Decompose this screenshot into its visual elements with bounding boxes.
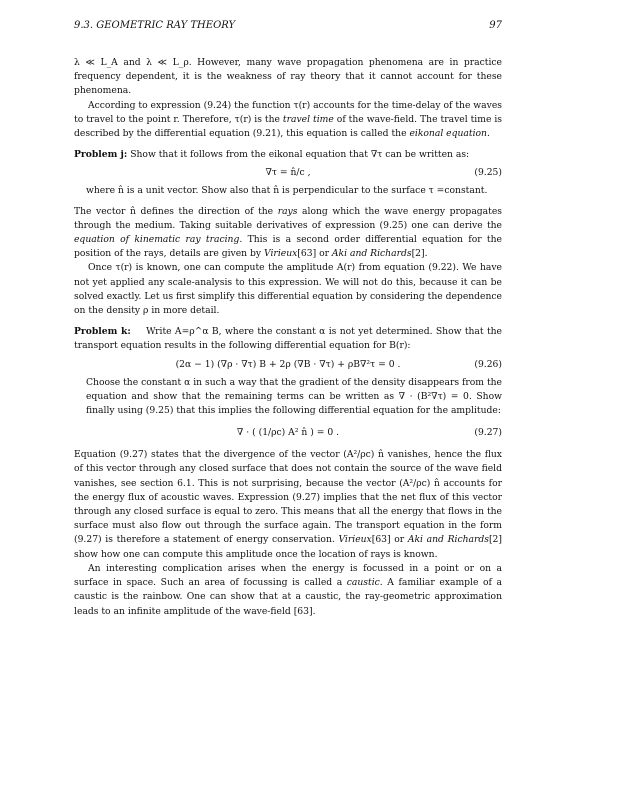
running-header	[74, 20, 502, 36]
emphasis: travel time	[282, 113, 334, 125]
equation	[74, 418, 502, 448]
emphasis: rays	[277, 205, 298, 217]
problem-text: Choose the constant α in such a way that the gradient of the density disappears from the equation and show that the remaining terms can be written as ∇ · (B²∇τ) = 0. Show finally using (9.25) that this implies the following differential equation for the amplitude:	[86, 376, 502, 417]
equation	[74, 354, 502, 376]
citation-author: Aki and Richards	[407, 534, 489, 546]
problem-j: Problem j: Show that it follows from the eikonal equation that ∇τ can be written as: ∇τ = n̂/c , (9.25) where n̂ is a unit vector. Show also that n̂ is perpendicular to the surface τ =constant.	[74, 148, 502, 198]
emphasis: eikonal equation	[409, 128, 487, 140]
paragraph: The vector n̂ defines the direction of the rays along which the wave energy propagates through the medium. Taking suitable derivatives of expression (9.25) one can derive the equation of kinematic ray tracing. This is a second order differential equation for the position of the rays, details are given by Virieux[63] or Aki and Richards[2].	[74, 205, 502, 260]
problem-label: Problem k:	[74, 326, 131, 338]
page-number: 97	[489, 20, 502, 31]
equation-body: ∇τ = n̂/c ,	[265, 167, 311, 179]
paragraph: According to expression (9.24) the function τ(r) accounts for the time-delay of the waves to travel to the point r. Therefore, τ(r) is the travel time of the wave-field. The travel time is described by the differential equation (9.21), this equation is called the eikonal equation.	[74, 99, 503, 140]
emphasis: caustic	[346, 577, 380, 589]
problem-k: Problem k: Write A=ρ^α B, where the constant α is not yet determined. Show that the transport equation results in the following differential equation for B(r): (2α − 1) (∇ρ · ∇τ) B + 2ρ (∇B · ∇τ) + ρB∇²τ = 0 . (9.26) Choose the constant α in such a way that the gradient of the density disappears from the equation and show that the remaining terms can be written as ∇ · (B²∇τ) = 0. Show finally using (9.25) that this implies the following differential equation for the amplitude: ∇ · ( (1/ρc) A² n̂ ) = 0 . (9.27)	[74, 325, 502, 448]
equation-body: ∇ · ( (1/ρc) A² n̂ ) = 0 .	[236, 427, 340, 439]
citation-author: Aki and Richards	[331, 248, 412, 260]
paragraph: Equation (9.27) states that the divergence of the vector (A²/ρc) n̂ vanishes, hence the flux of this vector through any closed surface that does not contain the source of the wave field vanishes, see section 6.1. This is not surprising, because the vector (A²/ρc) n̂ accounts for the energy flux of acoustic waves. Expression (9.27) implies that the net flux of this vector through any closed surface is equal to zero. This means that all the energy that flows in the surface must also flow out through the surface again. The transport equation in the form (9.27) is therefore a statement of energy conservation. Virieux[63] or Aki and Richards[2] show how one can compute this amplitude once the location of rays is known.	[74, 449, 502, 560]
equation-number: (9.25)	[474, 167, 502, 179]
section-title: 9.3. GEOMETRIC RAY THEORY	[74, 20, 236, 31]
equation-body: (2α − 1) (∇ρ · ∇τ) B + 2ρ (∇B · ∇τ) + ρB∇²τ = 0 .	[175, 358, 401, 370]
equation	[74, 162, 502, 184]
citation-author: Virieux	[264, 248, 298, 260]
problem-text: where n̂ is a unit vector. Show also that n̂ is perpendicular to the surface τ =constant.	[86, 185, 488, 197]
paragraph: An interesting complication arises when the energy is focussed in a point or on a surface in space. Such an area of focussing is called a caustic. A familiar example of a caustic is the rainbow. One can show that at a caustic, the ray-geometric approximation leads to an infinite amplitude of the wave-field [63].	[74, 562, 502, 617]
problem-label: Problem j:	[74, 149, 128, 161]
body-text	[74, 56, 502, 619]
paragraph: Once τ(r) is known, one can compute the amplitude A(r) from equation (9.22). We have not yet applied any scale-analysis to this expression. We will not do this, because it can be solved exactly. Let us first simplify this differential equation by considering the dependence on the density ρ in more detail.	[74, 262, 502, 317]
emphasis: equation of kinematic ray tracing	[74, 234, 240, 246]
paragraph: λ ≪ L_A and λ ≪ L_ρ. However, many wave propagation phenomena are in practice frequency dependent, it is the weakness of ray theory that it cannot account for these phenomena.	[74, 57, 502, 97]
equation-number: (9.26)	[474, 358, 502, 370]
citation-author: Virieux	[338, 534, 372, 546]
equation-number: (9.27)	[474, 427, 502, 439]
